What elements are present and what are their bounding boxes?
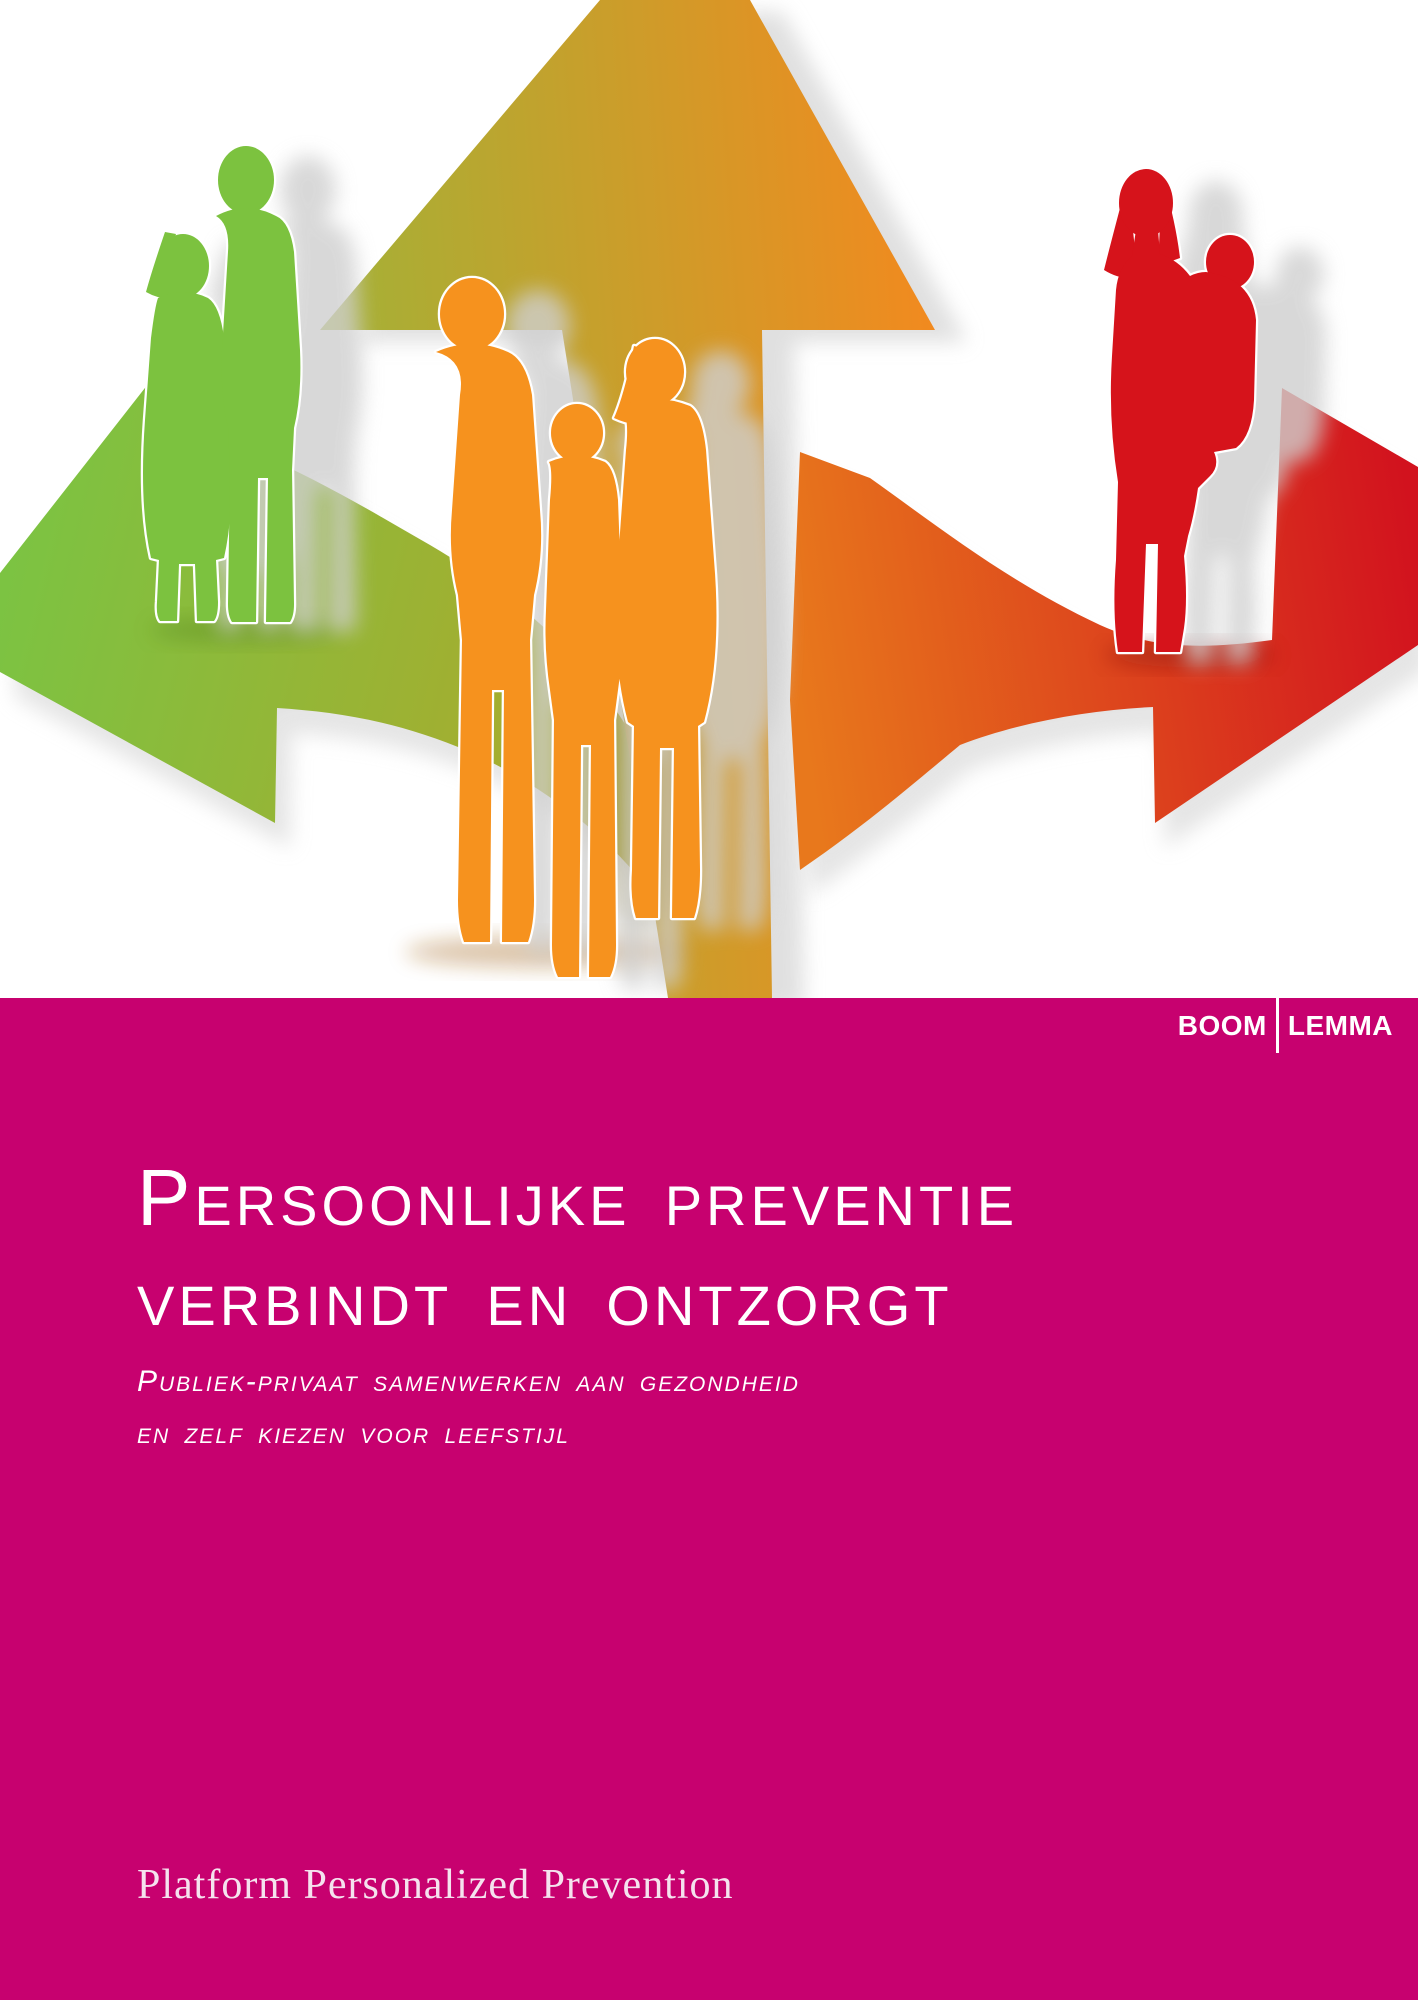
- publisher-lemma-wordmark: LEMMA: [1287, 1010, 1393, 1041]
- author-organization: Platform Personalized Prevention: [137, 1862, 734, 1908]
- book-title-line2: verbindt en ontzorgt: [137, 1253, 953, 1342]
- book-subtitle: [137, 1356, 1337, 1460]
- book-title: [137, 1148, 1337, 1348]
- publisher-boom-wordmark: BOOM: [1177, 1010, 1267, 1041]
- book-subtitle-line1: Publiek-privaat samenwerken aan gezondheid: [137, 1365, 800, 1398]
- arrows-families-illustration: [0, 0, 1418, 998]
- right-red-arrow-icon: [790, 388, 1418, 870]
- book-subtitle-line2: en zelf kiezen voor leefstijl: [137, 1417, 570, 1450]
- publisher-divider-bar: [1276, 998, 1279, 1053]
- magenta-panel: [0, 998, 1418, 2000]
- publisher-logo: [1178, 998, 1393, 1053]
- green-couple-silhouette-fill: [143, 146, 300, 622]
- book-title-line1: Persoonlijke preventie: [137, 1153, 1019, 1242]
